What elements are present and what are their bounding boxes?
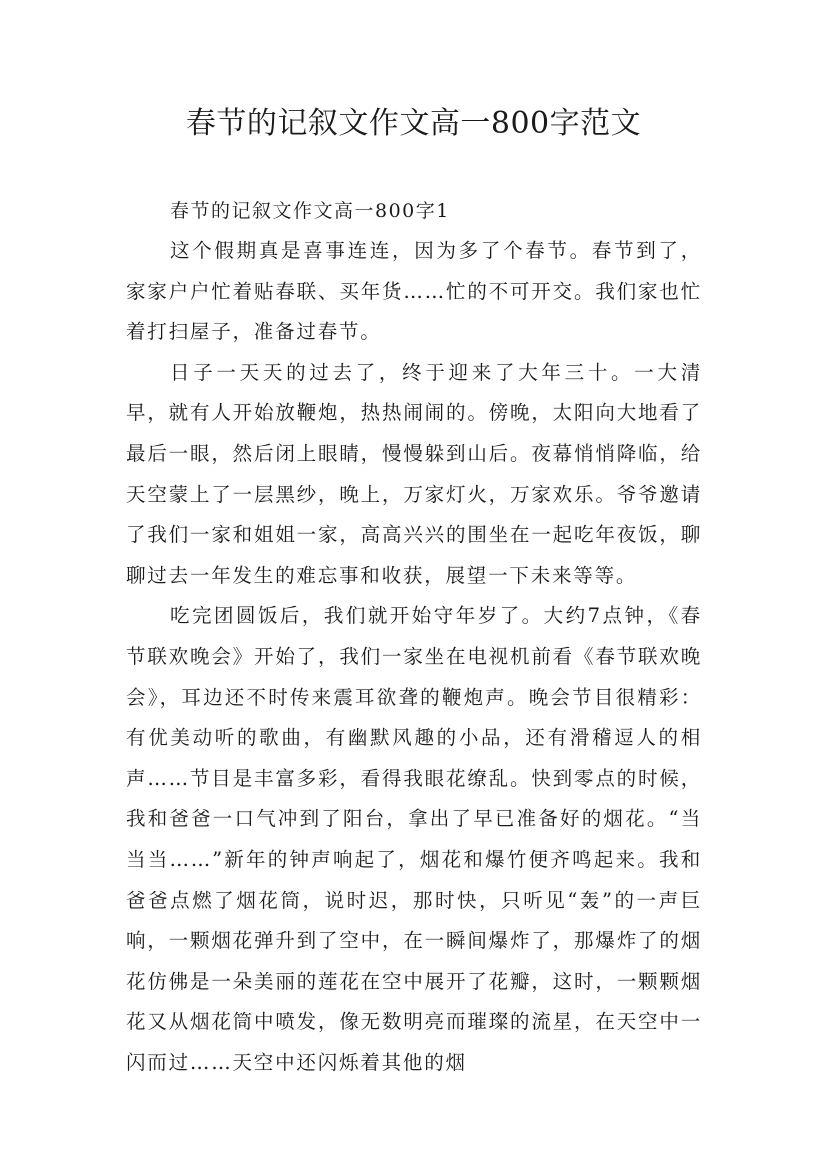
paragraph-3: 吃完团圆饭后，我们就开始守年岁了。大约7点钟，《春节联欢晚会》开始了，我们一家坐在电视机前看《春节联欢晚会》，耳边还不时传来震耳欲聋的鞭炮声。晚会节目很精彩：有优美动听的歌曲，有幽默风趣的小品，还有滑稽逗人的相声……节目是丰富多彩，看得我眼花缭乱。快到零点的时候，我和爸爸一口气冲到了阳台，拿出了早已准备好的烟花。“当当当……”新年的钟声响起了，烟花和爆竹便齐鸣起来。我和爸爸点燃了烟花筒，说时迟，那时快，只听见“轰”的一声巨响，一颗烟花弹升到了空中，在一瞬间爆炸了，那爆炸了的烟花仿佛是一朵美丽的莲花在空中展开了花瓣，这时，一颗颗烟花又从烟花筒中喷发，像无数明亮而璀璨的流星，在天空中一闪而过……天空中还闪烁着其他的烟 (126, 604, 702, 1074)
article-body (126, 191, 702, 1083)
section-subtitle: 春节的记叙文作文高一800字1 (170, 200, 450, 222)
page-title: 春节的记叙文作文高一800字范文 (185, 106, 642, 141)
paragraph-2: 日子一天天的过去了，终于迎来了大年三十。一大清早，就有人开始放鞭炮，热热闹闹的。傍晚，太阳向大地看了最后一眼，然后闭上眼睛，慢慢躲到山后。夜幕悄悄降临，给天空蒙上了一层黑纱，晚上，万家灯火，万家欢乐。爷爷邀请了我们一家和姐姐一家，高高兴兴的围坐在一起吃年夜饭，聊聊过去一年发生的难忘事和收获，展望一下未来等等。 (126, 360, 702, 587)
paragraph-1: 这个假期真是喜事连连，因为多了个春节。春节到了，家家户户忙着贴春联、买年货……忙的不可开交。我们家也忙着打扫屋子，准备过春节。 (126, 239, 702, 344)
